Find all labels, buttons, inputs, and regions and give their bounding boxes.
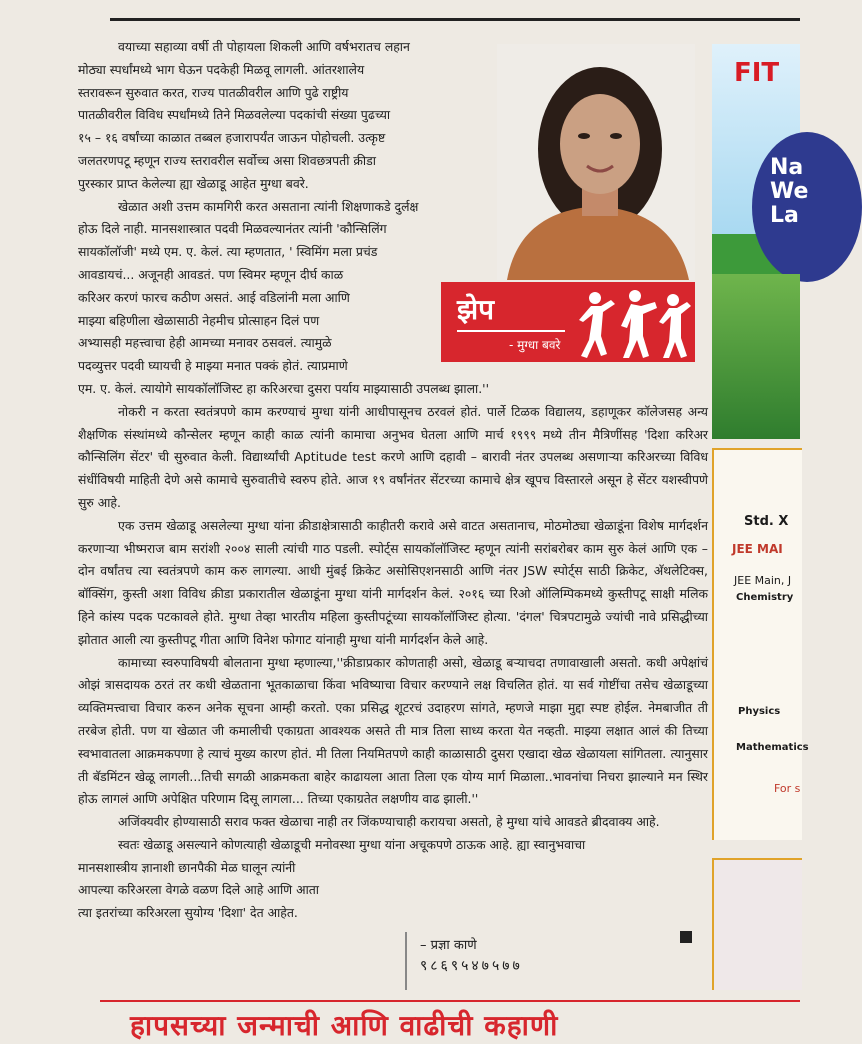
advertisement-top	[712, 44, 809, 439]
ad-chemistry: Chemistry	[736, 592, 794, 603]
ad-physics: Physics	[738, 706, 781, 717]
paragraph-2-end: एम. ए. केलं. त्यायोगे सायकॉलॉजिस्ट हा करिअरचा दुसरा पर्याय माझ्यासाठी उपलब्ध झाला.''	[78, 380, 489, 396]
paragraph-4: एक उत्तम खेळाडू असलेल्या मुग्धा यांना क्रीडाक्षेत्रासाठी काहीतरी करावे असे वाटत असतानाच, मोठमोठ्या खेळाडूंना विशेष मार्गदर्शन करणाऱ्या भीष्मराज बाम सरांशी २००४ साली त्यांची गाठ पडली. स्पोर्ट्स सायकॉलॉजिस्ट म्हणून त्यांनी सरांबरोबर काम सुरु केलं आणि एक – दोन वर्षांतच त्या स्वतंत्रपणे काम करु लागल्या. आधी मुंबई क्रिकेट असोसिएशनसाठी आणि नंतर JSW स्पोर्ट्स साठी क्रिकेट, अ‍ॅथलेटिक्स, बॉक्सिंग, कुस्ती अशा विविध क्रीडा प्रकारातील खेळाडूंना मुग्धा यांनी मार्गदर्शन केलं. २०१६ च्या रिओ ऑलिम्पिकमध्ये कुस्तीपटू साक्षी मलिक हिने कांस्य पदक पटकावले होते. मुग्धा तेव्हा भारतीय महिला कुस्तीपटूंच्या सायकॉलॉजिस्ट होत्या. 'दंगल' चित्रपटामुळे ज्यांची नावे प्रसिद्धीच्या झोतात आली त्या कुस्तीपटू गीता आणि विनेश फोगाट यांनाही मुग्धा यांनी मार्गदर्शन केले आहे.	[78, 517, 708, 647]
paragraph-2: खेळात अशी उत्तम कामगिरी करत असताना त्यांनी शिक्षणाकडे दुर्लक्ष होऊ दिले नाही. मानसशास्त्रात पदवी मिळवल्यानंतर त्यांनी 'कौन्सिलिंग सायकॉलॉजी' मध्ये एम. ए. केलं. त्या म्हणतात, ' स्विमिंग मला प्रचंड आवडायचं... अजूनही आवडतं. पण स्विमर म्हणून दीर्घ काळ करिअर करणं फारच कठीण असतं. आई वडिलांनी मला आणि माझ्या बहिणीला खेळासाठी नेहमीच प्रोत्साहन दिलं पण अभ्यासही महत्त्वाचा हेही आमच्या मनावर ठसवलं. त्यामुळे पदव्युत्तर पदवी घ्यायची हे माझ्या मनात पक्कं होतं. त्याप्रमाणे	[78, 198, 419, 374]
ad-grass	[712, 274, 800, 439]
end-mark-icon	[680, 931, 692, 943]
feature-byline: - मुग्धा बवरे	[509, 338, 561, 352]
paragraph-5: कामाच्या स्वरुपाविषयी बोलताना मुग्धा म्हणाल्या,''क्रीडाप्रकार कोणताही असो, खेळाडू बऱ्याचदा तणावाखाली असतो. कधी अपेक्षांचं ओझं त्रासदायक ठरतं तर कधी खेळताना भूतकाळाचा किंवा भविष्याचा विचार करण्याने लक्ष विचलित होतं. या सर्व गोष्टींचा तसेच खेळाडूच्या व्यक्तिमत्त्वाचा विचार करुन अनेक सूचना आम्ही करतो. एका प्रसिद्ध शूटरचं उदाहरण सांगते, म्हणजे माझा मुद्दा स्पष्ट होईल. नेमबाजीत ती तरबेज होती. पण या खेळात जी कमालीची एकाग्रता आवश्यक असते ती मात्र तिला साध्य करता येत नव्हती. माझ्या लक्षात आलं की तिच्या स्वभावातला आक्रमकपणा हे त्याचं मुख्य कारण होतं. मी तिला नियमितपणे काही काळासाठी दुसरा एखादा खेळ खेळायला सांगितला. त्यानुसार ती बॅडमिंटन खेळू लागली...तिची सगळी आक्रमकता बाहेर काढायला आता तिला एक योग्य मार्ग मिळाला..भावनांचा निचरा झाल्याने मन स्थिर होऊ लागलं आणि अपेक्षित परिणाम दिसू लागला... तिच्या एकाग्रतेत लक्षणीय वाढ झाली.''	[78, 654, 708, 807]
ad-text: Na We La	[770, 155, 809, 228]
ad-std-label: Std. X	[744, 514, 789, 529]
article-body	[78, 36, 708, 925]
feature-title: झेप	[457, 293, 495, 326]
signature-divider	[405, 932, 407, 990]
bottom-rule	[100, 1000, 800, 1002]
author-signature	[420, 936, 523, 976]
advertisement-bottom	[712, 858, 802, 990]
paragraph-7: मानसशास्त्रीय ज्ञानाशी छानपैकी मेळ घालून त्यांनी आपल्या करिअरला वेगळे वळण दिले आहे आणि आता त्या इतरांच्या करिअरला सुयोग्य 'दिशा' देत आहेत.	[78, 859, 320, 921]
ad-brand: FIT	[734, 58, 780, 88]
paragraph-3: नोकरी न करता स्वतंत्रपणे काम करण्याचं मुग्धा यांनी आधीपासूनच ठरवलं होतं. पार्ले टिळक विद्यालय, डहाणूकर कॉलेजसह अन्य शैक्षणिक संस्थांमध्ये कौन्सेलर म्हणून काही काळ त्यांनी कामाचा अनुभव घेतला आणि मार्च १९९९ मध्ये तीन मैत्रिणींसह 'दिशा करिअर कौन्सिलिंग सेंटर' ची सुरुवात केली. विद्यार्थ्यांची Aptitude test करणे आणि दहावी – बारावी नंतर उपलब्ध असणाऱ्या करिअरच्या विविध संधींविषयी माहिती देणे असे कामाचे सुरुवातीचे स्वरुप होते. आज १९ वर्षांनंतर सेंटरच्या कामाचे क्षेत्र खूपच विस्तारले असून हे सेंटर यशस्वीपणे सुरु आहे.	[78, 403, 708, 510]
paragraph-6: अजिंक्यवीर होण्यासाठी सराव फक्त खेळाचा नाही तर जिंकण्याचाही करायचा असतो, हे मुग्धा यांचे आवडते ब्रीदवाक्य आहे.	[118, 814, 660, 830]
ad-jee-main: JEE Main, J	[734, 574, 792, 587]
ad-mathematics: Mathematics	[736, 742, 809, 753]
top-rule	[110, 18, 800, 21]
paragraph-1: वयाच्या सहाव्या वर्षी ती पोहायला शिकली आणि वर्षभरातच लहान मोठ्या स्पर्धांमध्ये भाग घेऊन पदकेही मिळवू लागली. आंतरशालेय स्तरावरून सुरुवात करत, राज्य पातळीवरील आणि पुढे राष्ट्रीय पातळीवरील विविध स्पर्धांमध्ये तिने मिळवलेल्या पदकांची संख्या पुढच्या १५ – १६ वर्षांच्या काळात तब्बल हजारापर्यंत जाऊन पोहोचली. उत्कृष्ट जलतरणपटू म्हणून राज्य स्तरावरील सर्वोच्च असा शिवछत्रपती क्रीडा पुरस्कार प्राप्त केलेल्या ह्या खेळाडू आहेत मुग्धा बवरे.	[78, 39, 410, 191]
ad-jee-label: JEE MAI	[732, 542, 783, 556]
author-name: – प्रज्ञा काणे	[420, 938, 477, 953]
author-phone: ९८६९५४७५७७	[420, 958, 523, 974]
next-article-headline: हापसच्या जन्माची आणि वाढीची कहाणी	[130, 1009, 559, 1042]
ad-for-label: For s	[774, 782, 801, 795]
advertisement-middle	[712, 448, 809, 840]
paragraph-7-first: स्वतः खेळाडू असल्याने कोणत्याही खेळाडूची मनोवस्था मुग्धा यांना अचूकपणे ठाऊक आहे. ह्या स्वानुभवाचा	[118, 836, 586, 852]
